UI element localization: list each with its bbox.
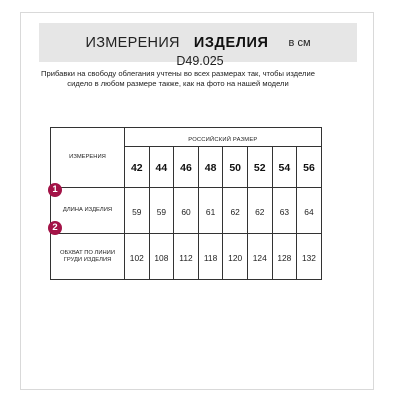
header-item-word: ИЗДЕЛИЯ [193, 34, 269, 51]
value-cell [125, 188, 150, 234]
size-table [50, 127, 322, 280]
size-group-cell [125, 128, 322, 147]
row-label: ОБХВАТ ПО ЛИНИИ ГРУДИ ИЗДЕЛИЯ [59, 249, 116, 263]
value-cell [297, 188, 322, 234]
corner-label-cell [51, 128, 125, 188]
header-unit: в см [288, 36, 311, 49]
size-number: 42 [130, 162, 143, 174]
size-header [125, 147, 150, 188]
article-code: D49.025 [176, 54, 224, 68]
table-row-chest [51, 234, 322, 280]
table-row-length [51, 188, 322, 234]
value-cell [174, 234, 199, 280]
value-cell [125, 234, 150, 280]
cell-value: 64 [304, 206, 314, 217]
value-cell [149, 234, 174, 280]
cell-value: 112 [179, 252, 193, 263]
cell-value: 120 [228, 252, 243, 263]
cell-value: 128 [277, 252, 292, 263]
size-header [272, 147, 297, 188]
size-header [297, 147, 322, 188]
badge-number: 2 [52, 222, 58, 234]
value-cell [272, 188, 297, 234]
size-number: 48 [204, 162, 217, 174]
size-number: 50 [229, 162, 242, 174]
cell-value: 118 [203, 252, 218, 263]
value-cell [247, 234, 272, 280]
size-number: 44 [155, 162, 168, 174]
cell-value: 63 [279, 206, 290, 217]
value-cell [198, 234, 223, 280]
value-cell [174, 188, 199, 234]
cell-value: 61 [205, 206, 216, 217]
cell-value: 124 [252, 252, 267, 263]
cell-value: 62 [230, 206, 240, 217]
size-header [198, 147, 223, 188]
size-number: 46 [180, 162, 192, 174]
row-label-cell [51, 234, 125, 280]
value-cell [198, 188, 223, 234]
size-header [174, 147, 199, 188]
row-label: ДЛИНА ИЗДЕЛИЯ [62, 207, 113, 213]
cell-value: 108 [154, 252, 169, 263]
size-number: 54 [278, 162, 291, 174]
badge-number: 1 [52, 184, 58, 196]
size-header [149, 147, 174, 188]
cell-value: 102 [129, 252, 144, 263]
value-cell [223, 188, 248, 234]
cell-value: 132 [301, 252, 316, 263]
size-group-label: РОССИЙСКИЙ РАЗМЕР [188, 137, 258, 143]
cell-value: 59 [156, 206, 167, 217]
size-header [247, 147, 272, 188]
value-cell [149, 188, 174, 234]
value-cell [223, 234, 248, 280]
header-measure-word: ИЗМЕРЕНИЯ [85, 34, 180, 51]
fit-note: Прибавки на свободу облегания учтены во всех размерах так, чтобы изделие сидело в любом размере также, как на фото на нашей модели [41, 69, 315, 89]
measure-number-badge [48, 221, 62, 235]
size-number: 52 [253, 162, 266, 174]
size-header [223, 147, 248, 188]
value-cell [247, 188, 272, 234]
value-cell [272, 234, 297, 280]
measure-number-badge [48, 183, 62, 197]
cell-value: 60 [181, 206, 191, 217]
corner-label: ИЗМЕРЕНИЯ [69, 154, 106, 160]
size-number: 56 [303, 162, 315, 174]
cell-value: 62 [255, 206, 265, 217]
cell-value: 59 [132, 206, 142, 217]
value-cell [297, 234, 322, 280]
